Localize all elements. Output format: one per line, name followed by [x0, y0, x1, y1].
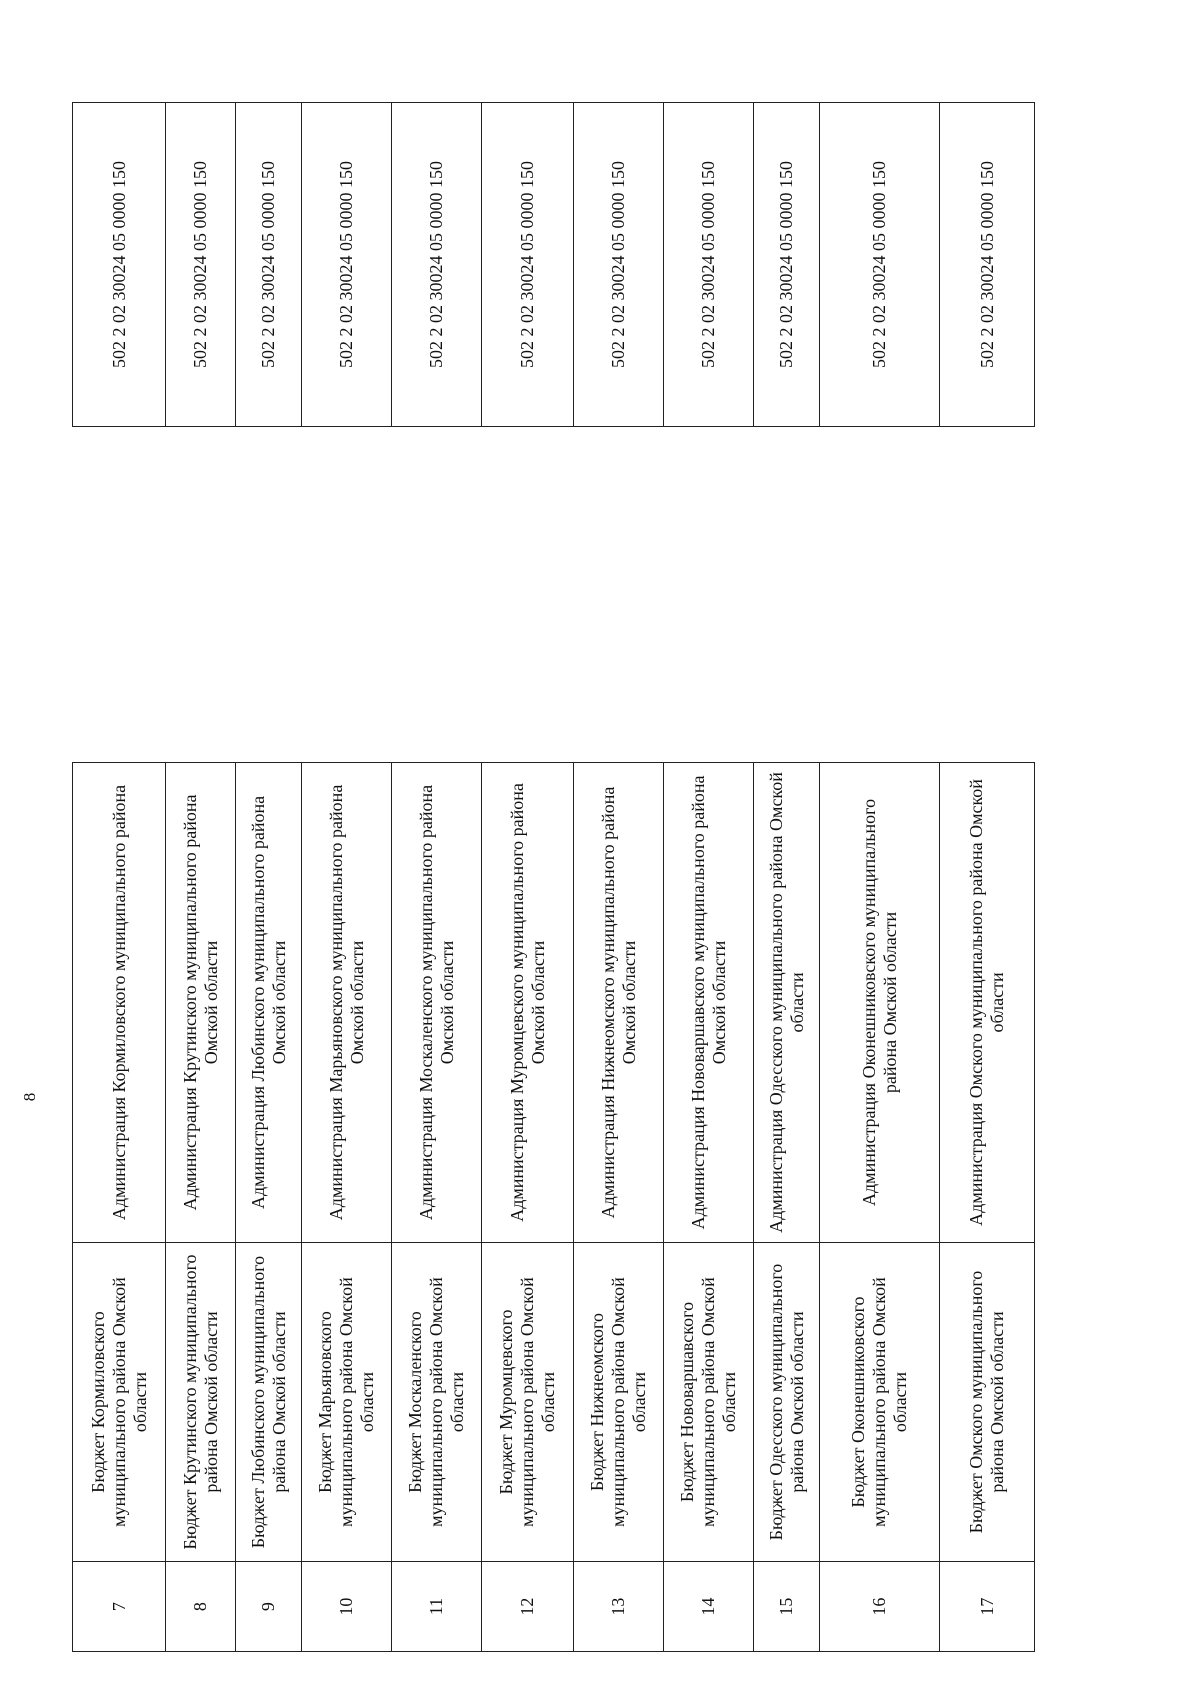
administrator-cell: Администрация Крутинского муниципального района Омской области	[179, 794, 221, 1211]
code-cell: 502 2 02 30024 05 0000 150	[820, 102, 940, 427]
row-number: 14	[664, 1561, 753, 1651]
row-number: 13	[574, 1561, 663, 1651]
budget-cell: Бюджет Нововаршавского муниципального района Омской области	[664, 1242, 753, 1561]
code-cell: 502 2 02 30024 05 0000 150	[72, 102, 166, 427]
row-number: 10	[302, 1561, 391, 1651]
code-cell: 502 2 02 30024 05 0000 150	[302, 102, 392, 427]
budget-cell: Бюджет Кормиловского муниципального района Омской области	[73, 1242, 165, 1561]
administrator-cell: Администрация Кормиловского муниципального района	[108, 784, 129, 1221]
administrator-cell: Администрация Нижнеомского муниципального района Омской области	[597, 786, 639, 1219]
code-cell: 502 2 02 30024 05 0000 150	[482, 102, 574, 427]
administrator-cell: Администрация Москаленского муниципального района Омской области	[415, 784, 457, 1221]
table-row	[940, 762, 1035, 1652]
budget-cell: Бюджет Марьяновского муниципального района Омской области	[302, 1242, 391, 1561]
rotated-content	[0, 97, 1200, 1697]
table-row	[664, 762, 754, 1652]
code-cell: 502 2 02 30024 05 0000 150	[940, 102, 1035, 427]
administrator-cell: Администрация Любинского муниципального района Омской области	[247, 795, 289, 1209]
code-cell: 502 2 02 30024 05 0000 150	[392, 102, 482, 427]
row-number: 15	[754, 1561, 819, 1651]
code-cell: 502 2 02 30024 05 0000 150	[664, 102, 754, 427]
row-number: 7	[73, 1561, 165, 1651]
code-cell: 502 2 02 30024 05 0000 150	[166, 102, 236, 427]
budget-cell: Бюджет Любинского муниципального района Омской области	[236, 1242, 301, 1561]
budget-cell: Бюджет Муромцевского муниципального района Омской области	[482, 1242, 573, 1561]
table-row	[72, 762, 166, 1652]
row-number: 11	[392, 1561, 481, 1651]
administrator-cell: Администрация Нововаршавского муниципального района Омской области	[687, 775, 729, 1230]
row-number: 17	[940, 1561, 1034, 1651]
table-row	[754, 762, 820, 1652]
budget-cell: Бюджет Одесского муниципального района Омской области	[754, 1242, 819, 1561]
budget-cell: Бюджет Омского муниципального района Омской области	[940, 1242, 1034, 1561]
budget-cell: Бюджет Оконешниковского муниципального района Омской области	[820, 1242, 939, 1561]
table-row	[820, 762, 940, 1652]
administrator-cell: Администрация Оконешниковского муниципального района Омской области	[858, 798, 900, 1206]
code-cell: 502 2 02 30024 05 0000 150	[754, 102, 820, 427]
table-row	[302, 762, 392, 1652]
table-row	[482, 762, 574, 1652]
administrator-cell: Администрация Марьяновского муниципального района Омской области	[325, 784, 367, 1221]
code-cell: 502 2 02 30024 05 0000 150	[574, 102, 664, 427]
administrator-cell: Администрация Одесского муниципального района Омской области	[765, 772, 807, 1233]
administrator-cell: Администрация Омского муниципального района Омской области	[966, 779, 1007, 1226]
table-row	[392, 762, 482, 1652]
table-row	[574, 762, 664, 1652]
table-row	[166, 762, 236, 1652]
budget-cell: Бюджет Крутинского муниципального района Омской области	[166, 1242, 235, 1561]
row-number: 8	[166, 1561, 235, 1651]
budget-cell: Бюджет Москаленского муниципального района Омской области	[392, 1242, 481, 1561]
row-number: 16	[820, 1561, 939, 1651]
table-row	[236, 762, 302, 1652]
row-number: 12	[482, 1561, 573, 1651]
row-number: 9	[236, 1561, 301, 1651]
page-number: 8	[20, 1092, 39, 1102]
budget-cell: Бюджет Нижнеомского муниципального района Омской области	[574, 1242, 663, 1561]
administrator-cell: Администрация Муромцевского муниципального района Омской области	[506, 783, 548, 1222]
code-cell: 502 2 02 30024 05 0000 150	[236, 102, 302, 427]
